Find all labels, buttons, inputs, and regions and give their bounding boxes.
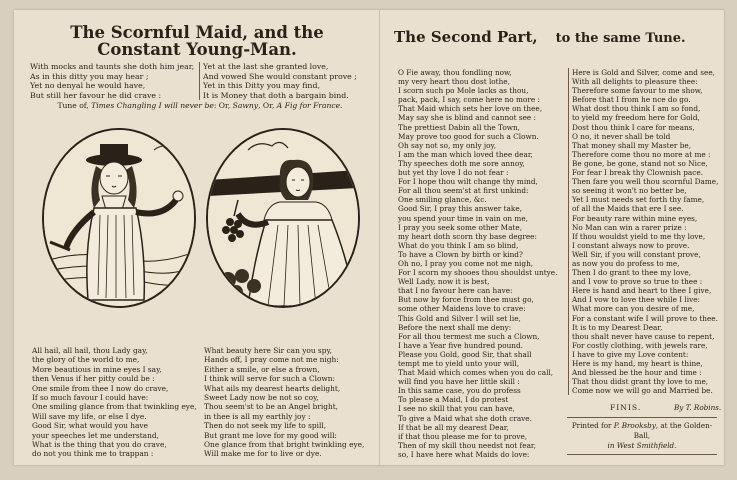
- verse-line: of all the Maids that ere I see.: [572, 204, 684, 214]
- verse-line: This Gold and Silver I will set lie,: [398, 313, 521, 323]
- verse-line: May say she is blind and cannot see :: [398, 113, 536, 123]
- intro-line: But still her favour he did crave :: [30, 90, 162, 100]
- verse-line: to yield my freedom here for Gold,: [572, 113, 700, 123]
- verse-line: One smiling glance from that twinkling eye,: [32, 402, 197, 412]
- verse-column-1: [32, 346, 200, 459]
- verse-line: For a constant wife I will prove to thee.: [572, 313, 718, 323]
- verse-line: Therefore some favour to me show,: [572, 86, 703, 96]
- verse-line: What dost thou think I am so fond,: [572, 104, 701, 114]
- verse-line: May prove too good for such a Clown.: [398, 131, 539, 141]
- verse-line: I scorn such po Mole lacks as thou,: [398, 86, 529, 96]
- verse-line: More beautious in mine eyes I say,: [32, 364, 162, 374]
- verse-line: Here is Gold and Silver, come and see,: [572, 68, 716, 77]
- verse-line: It is to my Dearest Dear,: [572, 322, 663, 332]
- imprint-place: in West Smithfield.: [607, 441, 677, 450]
- verse-line: Then fare you well thou scornful Dame,: [572, 177, 719, 187]
- verse-line: What do you think I am so blind,: [398, 240, 519, 250]
- verse-line: thou shalt never have cause to repent,: [572, 331, 715, 341]
- verse-line: that I no favour here can have:: [398, 286, 513, 296]
- verse-line: the glory of the world to me,: [32, 355, 140, 365]
- verse-column-3: [398, 68, 564, 459]
- verse-line: Be gone, be gone, stand not so Nice,: [572, 158, 708, 168]
- verse-line: That Maid which comes when you do call,: [398, 368, 554, 378]
- maid-illustration: [208, 130, 358, 306]
- verse-line: For costly clothing, with jewels rare,: [572, 340, 708, 350]
- verse-line: Before that I from he nce do go.: [572, 95, 691, 105]
- verse-line: Come now we will go and Married be.: [572, 386, 713, 396]
- verse-line: my very heart thou dost lothe,: [398, 77, 510, 87]
- woodcut-maid: [206, 128, 360, 308]
- tune-title-2: Sawny: [232, 101, 259, 110]
- verse-line: Oh say not so, my only joy,: [398, 140, 497, 150]
- verse-line: One smiling glance, &c.: [398, 195, 487, 205]
- verse-line: To have a Clown by birth or kind?: [398, 249, 523, 259]
- verse-line: Good Sir, I pray this answer take,: [398, 204, 522, 214]
- verse-line: if that thou please me for to prove,: [398, 431, 528, 441]
- verse-line: For I hope thou wilt change thy mind,: [398, 177, 538, 187]
- tune-separator: , Or,: [258, 101, 275, 110]
- tune-separator: : Or,: [213, 101, 231, 110]
- verse-line: Then do not seek my life to spill,: [204, 421, 327, 431]
- verse-line: If thou wouldst yield to me thy love,: [572, 231, 706, 241]
- verse-line: Thy speeches doth me sore annoy,: [398, 158, 525, 168]
- verse-line: I have to give my Love content:: [572, 349, 689, 359]
- verse-line: What ails my dearest hearts delight,: [204, 383, 341, 393]
- verse-line: The prettiest Dabin all the Town,: [398, 122, 520, 132]
- verse-line: you spend your time in vain on me,: [398, 213, 528, 223]
- verse-column-2: [204, 346, 372, 459]
- verse-line: Before the next shall me deny:: [398, 322, 512, 332]
- verse-line: Good Sir, what would you have: [32, 421, 148, 431]
- verse-line: Well Lady, now it is best,: [398, 277, 490, 287]
- second-part-title: [394, 28, 714, 46]
- verse-line: Will make me for to live or dye.: [204, 449, 322, 459]
- intro-line: Yet in this Ditty you may find,: [203, 81, 320, 91]
- verse-line: One glance from that bright twinkling eye,: [204, 440, 365, 450]
- intro-line: With mocks and taunts she doth him jear,: [30, 62, 195, 71]
- ballad-title: The Scornful Maid, and the Constant Young-Man.: [70, 23, 324, 59]
- verse-line: your speeches let me understand,: [32, 430, 159, 440]
- imprint-prefix: Printed for: [571, 421, 612, 430]
- verse-line: so, I have here what Maids do love:: [398, 449, 530, 459]
- same-tune-note: to the same Tune.: [555, 31, 686, 46]
- verse-line: And I vow to love thee while I live:: [572, 295, 700, 305]
- verse-line: pack, pack, I say, come here no more :: [398, 95, 540, 105]
- printer-name: P. Brooksby: [613, 421, 656, 430]
- tune-title-1: Times Changling I will never be: [91, 101, 214, 110]
- tune-prefix: Tune of,: [57, 101, 89, 110]
- verse-line: That money shall my Master be,: [572, 140, 692, 150]
- intro-verse-right: [199, 62, 373, 100]
- tune-title-3: A Fig for France.: [276, 101, 343, 110]
- verse-line: Well Sir, if you will constant prove,: [572, 249, 701, 259]
- woodcut-young-man: [42, 128, 196, 308]
- young-man-illustration: [44, 130, 194, 306]
- intro-line: Yet at the last she granted love,: [203, 62, 329, 71]
- verse-line: To please a Maid, I do protest: [398, 395, 509, 405]
- verse-line: Either a smile, or else a frown,: [204, 364, 320, 374]
- verse-line: To give a Maid what she doth crave.: [398, 413, 532, 423]
- verse-line: What is the thing that you do crave,: [32, 440, 167, 450]
- verse-line: That Maid which sets her love on thee,: [398, 104, 543, 114]
- verse-line: All hail, all hail, thou Lady gay,: [32, 346, 148, 355]
- verse-line: I am the man which loved thee dear,: [398, 149, 533, 159]
- verse-line: Here is my hand, my heart is thine,: [572, 359, 703, 368]
- verse-line: Then of my skill thou needst not fear,: [398, 440, 536, 450]
- printer-imprint: [567, 417, 717, 455]
- verse-line: But grant me love for my good will:: [204, 430, 337, 440]
- verse-line: so seeing it won't no better be,: [572, 186, 687, 196]
- verse-line: Please you Gold, good Sir, that shall: [398, 349, 532, 359]
- verse-line: I have a Year five hundred pound.: [398, 340, 523, 350]
- verse-line: Hands off, I pray come not me nigh:: [204, 355, 339, 365]
- verse-line: Will save my life, or else I dye.: [32, 411, 147, 421]
- verse-line: in thee is all my earthly joy :: [204, 411, 311, 421]
- verse-line: Sweet Lady now be not so coy,: [204, 393, 319, 403]
- verse-line: I constant always now to prove.: [572, 240, 690, 250]
- verse-line: No Man can win a rarer prize :: [572, 222, 687, 232]
- verse-line: Thou seem'st to be an Angel bright,: [204, 402, 339, 412]
- verse-line: do not you think me to trappan :: [32, 449, 154, 459]
- intro-verse-left: [30, 62, 195, 100]
- verse-line: If that be all my dearest Dear,: [398, 422, 509, 432]
- intro-line: And vowed She would constant prove ;: [203, 71, 357, 81]
- verse-line: O Fie away, thou fondling now,: [398, 68, 512, 77]
- verse-line: some other Maidens love to crave:: [398, 304, 526, 314]
- imprint-sign: , at the Golden-Ball,: [633, 421, 713, 440]
- verse-line: For all thou termest me such a Clown,: [398, 331, 540, 341]
- verse-line: And blessed be the hour and time :: [572, 368, 702, 378]
- verse-line: Here is hand and heart to thee I give,: [572, 286, 712, 296]
- verse-line: For all thou seem'st at first unkind:: [398, 186, 529, 196]
- verse-line: If so much favour I could have:: [32, 393, 149, 403]
- verse-line: What beauty here Sir can you spy,: [204, 346, 332, 355]
- verse-line: as now you do profess to me,: [572, 258, 680, 268]
- broadside-sheet: [14, 10, 724, 465]
- verse-line: What more can you desire of me,: [572, 304, 695, 314]
- verse-line: my heart doth scorn thy base degree:: [398, 231, 537, 241]
- verse-line: For I scorn my shooes thou shouldst untye.: [398, 268, 558, 278]
- intro-line: It is Money that doth a bargain bind.: [203, 90, 349, 100]
- verse-line: but yet thy love I do not fear :: [398, 168, 509, 178]
- intro-line: As in this ditty you may hear ;: [30, 71, 149, 81]
- verse-line: For fear I break thy Clownish pace.: [572, 168, 703, 178]
- verse-line: Yet I must needs set forth thy fame,: [572, 195, 705, 205]
- verse-line: I pray you seek some other Mate,: [398, 222, 523, 232]
- verse-line: Oh no, I pray you come not me nigh,: [398, 258, 534, 268]
- verse-line: I see no skill that you can have,: [398, 404, 515, 414]
- verse-column-4: [568, 68, 728, 395]
- verse-line: For beauty rare within mine eyes,: [572, 213, 698, 223]
- center-fold: [379, 10, 380, 465]
- intro-line: Yet no denyal he would have,: [30, 81, 146, 91]
- verse-line: tempt me to yield unto your will,: [398, 359, 520, 368]
- verse-line: and I vow to prove so true to thee :: [572, 277, 703, 287]
- verse-line: then Venus if her pitty could be :: [32, 374, 155, 384]
- verse-line: But now by force from thee must go,: [398, 295, 534, 305]
- verse-line: In this same case, you do profess: [398, 386, 521, 396]
- verse-line: I think will serve for such a Clown:: [204, 374, 335, 384]
- finis-mark: FINIS.: [610, 403, 642, 412]
- second-part-heading: The Second Part,: [394, 28, 538, 46]
- verse-line: Therefore come thou no more at me :: [572, 149, 711, 159]
- verse-line: Then I do grant to thee my love,: [572, 268, 692, 278]
- verse-line: That thou didst grant thy love to me,: [572, 377, 709, 387]
- author-byline: By T. Robins.: [674, 403, 722, 412]
- verse-line: will find you have her little skill :: [398, 377, 520, 387]
- verse-line: O no, it never shall be told: [572, 131, 671, 141]
- verse-line: Dost thou think I care for means,: [572, 122, 695, 132]
- tune-line: [30, 101, 370, 110]
- verse-line: With all delights to pleasure thee:: [572, 77, 698, 87]
- verse-line: One smile from thee I now do crave,: [32, 383, 169, 393]
